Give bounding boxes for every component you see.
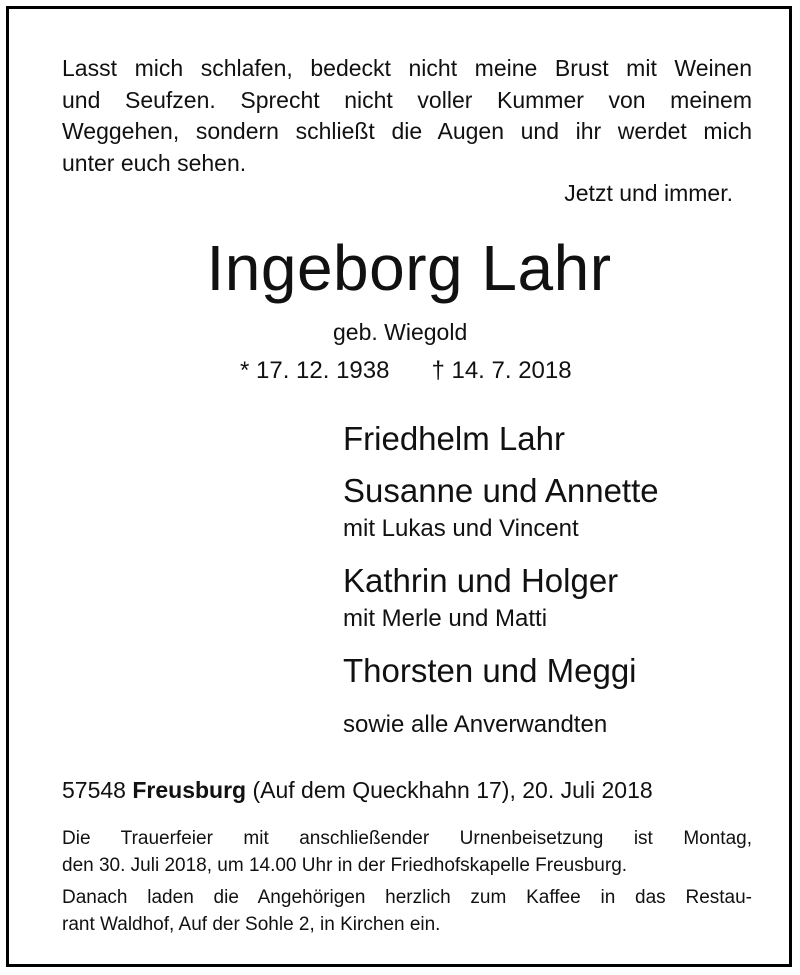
address-town: Freusburg xyxy=(132,777,247,803)
address-line xyxy=(62,777,653,804)
poem-line: Lasst mich schlafen, bedeckt nicht meine Brust mit Weinen xyxy=(62,55,752,81)
funeral-info-line: den 30. Juli 2018, um 14.00 Uhr in der Friedhofskapelle Freusburg. xyxy=(62,854,628,876)
coffee-info xyxy=(62,885,752,938)
mourner-name: Thorsten und Meggi xyxy=(343,652,637,689)
deceased-name: Ingeborg Lahr xyxy=(206,232,612,304)
coffee-info-line: Danach laden die Angehörigen herzlich zum Kaffee in das Restau- xyxy=(62,887,752,908)
funeral-info xyxy=(62,826,752,879)
birth-date: * 17. 12. 1938 xyxy=(240,357,390,384)
other-relatives: sowie alle Anverwandten xyxy=(343,711,608,738)
mourner-name: Friedhelm Lahr xyxy=(343,420,565,457)
life-dates xyxy=(240,357,572,385)
poem xyxy=(62,53,752,179)
mourner-name: Kathrin und Holger xyxy=(343,562,619,599)
death-date: † 14. 7. 2018 xyxy=(431,357,572,384)
address-details: (Auf dem Queckhahn 17), 20. Juli 2018 xyxy=(252,777,653,803)
mourner-children: mit Merle und Matti xyxy=(343,605,548,632)
poem-line: und Seufzen. Sprecht nicht voller Kummer von meinem xyxy=(62,86,752,113)
address-zip: 57548 xyxy=(62,777,126,803)
mourner-children: mit Lukas und Vincent xyxy=(343,515,579,542)
poem-signoff: Jetzt und immer. xyxy=(564,180,733,206)
coffee-info-line: rant Waldhof, Auf der Sohle 2, in Kirchen ein. xyxy=(62,913,441,935)
maiden-name: geb. Wiegold xyxy=(333,319,468,345)
funeral-info-line: Die Trauerfeier mit anschließender Urnenbeisetzung ist Montag, xyxy=(62,828,752,849)
obituary-frame xyxy=(6,6,792,967)
poem-line: Weggehen, sondern schließt die Augen und ihr werdet mich xyxy=(62,118,752,144)
poem-line: unter euch sehen. xyxy=(62,149,247,176)
mourner-name: Susanne und Annette xyxy=(343,472,659,509)
